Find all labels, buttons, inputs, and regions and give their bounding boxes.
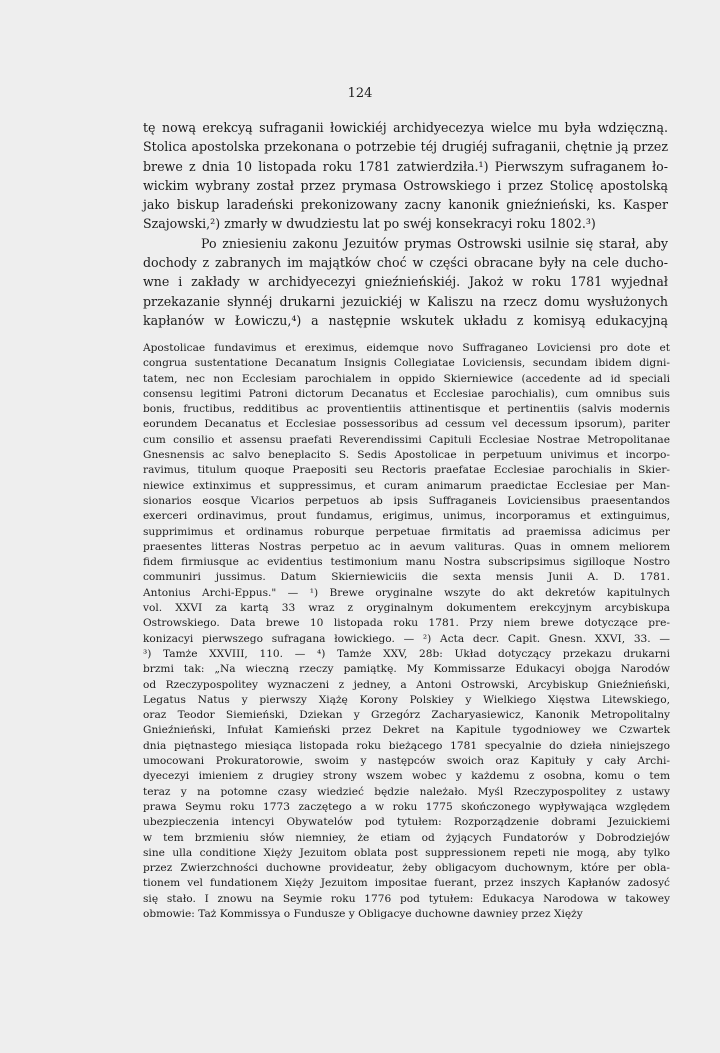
footnote-line: konizacyi pierwszego sufragana łowickiego. — ²) Acta decr. Capit. Gnesn. XXVI, 33. — — [143, 632, 670, 645]
footnote-line: consensu legitimi Patroni dictorum Decanatus et Ecclesiae parochialis), cum omnibus suis — [143, 387, 670, 400]
footnote-line: niewice extinximus et suppressimus, et curam animarum praedictae Ecclesiae per Man- — [143, 479, 670, 492]
footnote-line: Gnesnensis ac salvo beneplacito S. Sedis Apostolicae in perpetuum univimus et incorpo- — [143, 449, 670, 462]
footnote-line: eorundem Decanatus et Ecclesiae possessoribus ad cessum vel decessum ipsorum), pariter — [143, 418, 670, 431]
footnote-line: ravimus, titulum quoque Praepositi seu Rectoris praefatae Ecclesiae parochialis in Skier- — [143, 464, 670, 477]
text-line: tę nową erekcyą sufraganii łowickiéj archidyecezya wielce mu była wdzięczną. — [143, 120, 668, 135]
footnote-line: przez Zwierzchności duchowne provideatur, żeby obligacyom duchownym, które per obla- — [143, 862, 670, 875]
footnote-line: fidem firmiusque ac evidentius testimonium manu Nostra subscripsimus sigilloque Nostro — [143, 556, 670, 569]
footnote-line: vol. XXVI za kartą 33 wraz z oryginalnym dokumentem erekcyjnym arcybiskupa — [143, 602, 670, 615]
footnote-line: sionarios eosque Vicarios perpetuos ab ipsis Suffraganeis Loviciensibus praesentandos — [143, 494, 670, 507]
text-line: brewe z dnia 10 listopada roku 1781 zatwierdziła.¹) Pierwszym sufraganem ło- — [143, 158, 668, 174]
footnote-line: Apostolicae fundavimus et ereximus, eidemque novo Suffraganeo Loviciensi pro dote et — [143, 342, 670, 354]
footnote-line: communiri jussimus. Datum Skierniewiciis die sexta mensis Junii A. D. 1781. — [143, 571, 670, 584]
footnote-line: cum consilio et assensu praefati Reverendissimi Capituli Ecclesiae Nostrae Metropolitanae — [143, 433, 670, 446]
footnote-line: się stało. I znowu na Seymie roku 1776 pod tytułem: Edukacya Narodowa w takowey — [143, 892, 670, 905]
footnote-line: sine ulla conditione Xięży Jezuitom oblata post suppressionem repeti nie mogą, aby tylko — [143, 846, 670, 859]
text-line: Po zniesieniu zakonu Jezuitów prymas Ostrowski usilnie się starał, aby — [201, 235, 668, 251]
text-line: Stolica apostolska przekonana o potrzebie téj drugiéj sufraganii, chętnie ją przez — [143, 139, 668, 155]
footnote-line: tionem vel fundationem Xięży Jezuitom impositae fuerant, przez inszych Kapłanów zadosyć — [143, 877, 670, 890]
footnote-line: congrua sustentatione Decanatum Insignis Collegiatae Loviciensis, secundam ibidem digni- — [143, 357, 670, 370]
footnote-line: brzmi tak: „Na wieczną rzeczy pamiątkę. My Kommissarze Edukacyi obojga Narodów — [143, 663, 670, 676]
page-number: 124 — [347, 86, 373, 101]
footnote-line: Ostrowskiego. Data brewe 10 listopada roku 1781. Przy niem brewe dotyczące pre- — [143, 617, 670, 630]
text-line: jako biskup laradeński prekonizowany zacny kanonik gnieźnieński, ks. Kasper — [143, 197, 668, 213]
footnote-line: tatem, nec non Ecclesiam parochialem in oppido Skierniewice (accedente ad id speciali — [143, 372, 670, 385]
paragraph-1 — [143, 118, 668, 234]
footnote-line: ubezpieczenia intencyi Obywatelów pod tytułem: Rozporządzenie dobrami Jezuickiemi — [143, 816, 670, 829]
footnote-line: Legatus Natus y pierwszy Xiążę Korony Polskiey y Wielkiego Xięstwa Litewskiego, — [143, 693, 670, 706]
footnote-line: exerceri ordinavimus, prout fundamus, erigimus, unimus, incorporamus et extinguimus, — [143, 510, 670, 523]
footnote-line: w tem brzmieniu słów niemniey, że etiam od żyjących Fundatorów y Dobrodziejów — [143, 831, 670, 844]
footnote-line: teraz y na potomne czasy wiedzieć będzie należało. Myśl Rzeczypospolitey z ustawy — [143, 785, 670, 798]
footnote-line: Gnieźnieński, Infułat Kamieński przez Dekret na Kapitule tygodniowey we Czwartek — [143, 724, 670, 737]
footnote-line: oraz Teodor Siemieński, Dziekan y Grzegórz Zacharyasiewicz, Kanonik Metropolitalny — [143, 709, 670, 722]
footnote-line: ³) Tamże XXVIII, 110. — ⁴) Tamże XXV, 28b: Układ dotyczący przekazu drukarni — [143, 647, 670, 660]
footnotes — [143, 341, 670, 922]
paragraph-2 — [143, 234, 668, 330]
footnote-line: dyecezyi imieniem z drugiey strony wszem wobec y każdemu z osobna, komu o tem — [143, 770, 670, 783]
footnote-line: dnia piętnastego miesiąca listopada roku bieżącego 1781 specyalnie do dzieła niniejszego — [143, 739, 670, 752]
text-line: kapłanów w Łowiczu,⁴) a następnie wskutek układu z komisyą edukacyjną — [143, 312, 668, 328]
footnote-line: obmowie: Taż Kommissya o Fundusze y Obligacye duchowne dawniey przez Xięży — [143, 907, 583, 920]
main-text — [143, 118, 668, 330]
footnote-line: praesentes litteras Nostras perpetuo ac in aevum valituras. Quas in omnem meliorem — [143, 540, 670, 553]
footnote-line: supprimimus et ordinamus roburque perpetuae firmitatis ad praemissa adicimus per — [143, 525, 670, 538]
text-line: wickim wybrany został przez prymasa Ostrowskiego i przez Stolicę apostolską — [143, 177, 668, 193]
text-line: wne i zakłady w archidyecezyi gnieźnieńskiéj. Jakoż w roku 1781 wyjednał — [143, 274, 668, 290]
footnote-line: bonis, fructibus, redditibus ac proventientiis attinentisque et pertinentiis (salvis modernis — [143, 403, 670, 416]
footnote-line: od Rzeczypospolitey wyznaczeni z jedney, a Antoni Ostrowski, Arcybiskup Gnieźnieński, — [143, 678, 670, 691]
footnote-line: prawa Seymu roku 1773 zaczętego a w roku 1775 skończonego wypływająca względem — [143, 800, 670, 813]
footnote-line: umocowani Prokuratorowie, swoim y następców swoich oraz Kapituły y cały Archi- — [143, 755, 670, 768]
text-line: dochody z zabranych im majątków choć w części obracane były na cele ducho- — [143, 255, 668, 271]
footnote-line: Antonius Archi-Eppus." — ¹) Brewe oryginalne wszyte do akt dekretów kapitulnych — [143, 586, 670, 599]
text-line: Szajowski,²) zmarły w dwudziestu lat po swéj konsekracyi roku 1802.³) — [143, 216, 596, 232]
text-line: przekazanie słynnéj drukarni jezuickiéj w Kaliszu na rzecz domu wysłużonych — [143, 293, 668, 309]
